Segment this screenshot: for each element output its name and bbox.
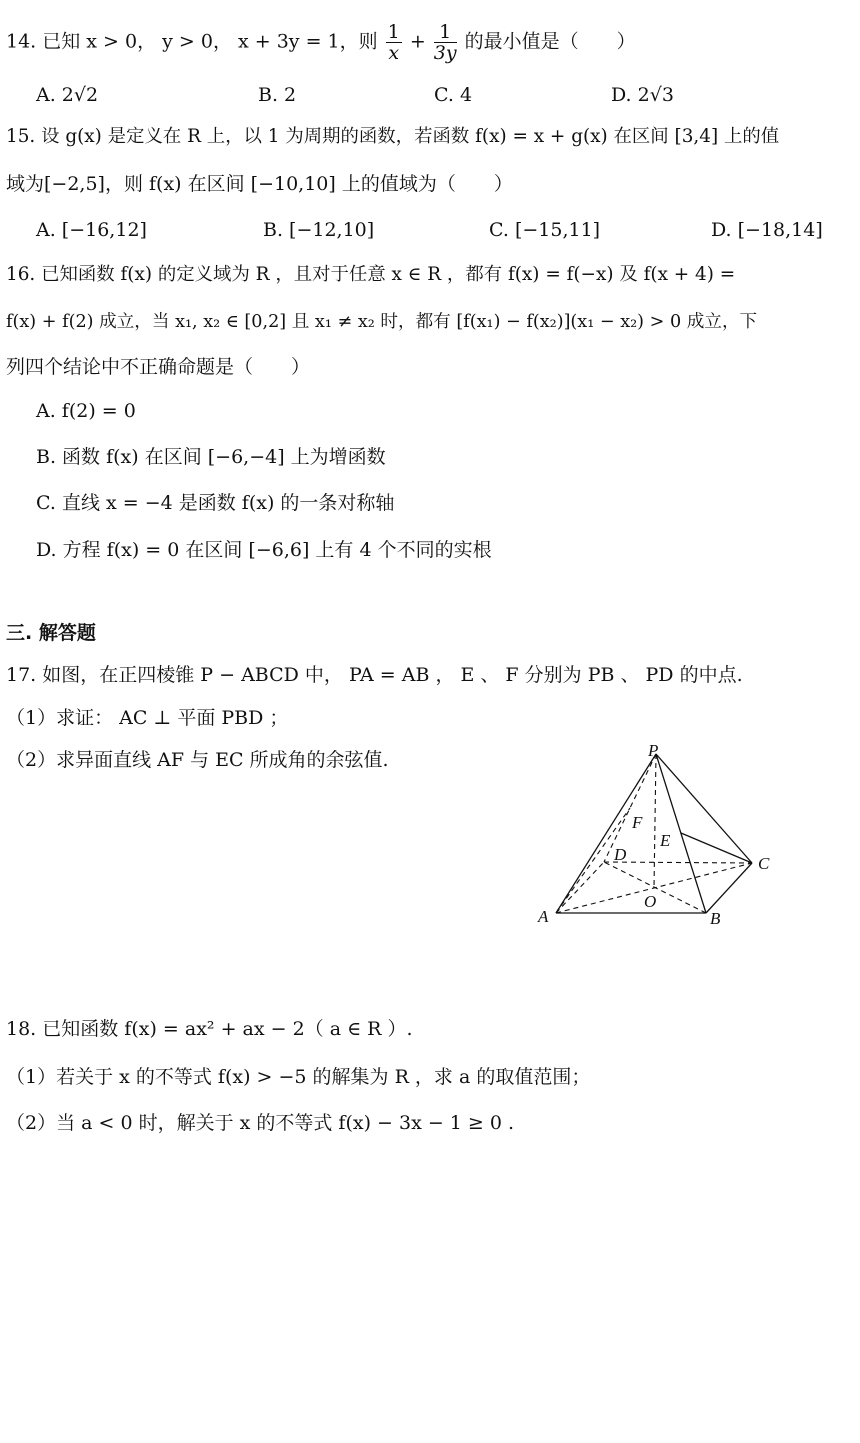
- segment-EC: [681, 833, 752, 863]
- q15-line-2: 域为[−2,5]，则 f(x) 在区间 [−10,10] 上的值域为（ ）: [6, 173, 513, 195]
- q16-option-a: A. f(2) = 0: [36, 400, 136, 422]
- edge-PC: [656, 754, 752, 863]
- pyramid-figure: [530, 738, 790, 938]
- q15-option-b: B. [−12,10]: [263, 219, 375, 241]
- q14-stem-a: 14. 已知 x > 0， y > 0， x + 3y = 1，则: [6, 30, 378, 53]
- q14-frac2-denominator: 3y: [433, 42, 457, 64]
- label-F: F: [632, 813, 643, 832]
- q17-part-2: （2）求异面直线 AF 与 EC 所成角的余弦值.: [6, 749, 389, 771]
- q16-option-b: B. 函数 f(x) 在区间 [−6,−4] 上为增函数: [36, 446, 386, 468]
- label-C: C: [758, 854, 770, 873]
- q17-line-1: 17. 如图，在正四棱锥 P − ABCD 中， PA = AB ， E 、 F 分别为 PB 、 PD 的中点.: [6, 664, 743, 686]
- label-A: A: [538, 907, 549, 926]
- q14-frac1-numerator: 1: [387, 21, 400, 43]
- section-heading: 三. 解答题: [6, 622, 96, 644]
- q16-line-1: 16. 已知函数 f(x) 的定义域为 R ，且对于任意 x ∈ R ，都有 f(x) = f(−x) 及 f(x + 4) =: [6, 264, 736, 285]
- q14-plus: +: [409, 30, 426, 53]
- q14-stem: [6, 22, 636, 63]
- q17-part-1: （1）求证： AC ⊥ 平面 PBD ；: [6, 707, 289, 729]
- label-D: D: [614, 845, 627, 864]
- edge-AD: [556, 862, 604, 913]
- q18-part-2: （2）当 a < 0 时，解关于 x 的不等式 f(x) − 3x − 1 ≥ 0 .: [6, 1112, 515, 1134]
- q15-option-a: A. [−16,12]: [36, 219, 147, 241]
- q16-line-3: 列四个结论中不正确命题是（ ）: [6, 356, 311, 378]
- q16-option-c: C. 直线 x = −4 是函数 f(x) 的一条对称轴: [36, 492, 395, 514]
- q14-stem-b: 的最小值是（ ）: [464, 30, 636, 53]
- q14-option-c: C. 4: [434, 84, 473, 106]
- q14-frac2-numerator: 1: [434, 22, 457, 43]
- q14-option-d: D. 2√3: [611, 84, 674, 106]
- q15-option-d: D. [−18,14]: [711, 219, 823, 241]
- q14-option-b: B. 2: [258, 84, 297, 106]
- label-O: O: [644, 892, 657, 911]
- q18-part-1: （1）若关于 x 的不等式 f(x) > −5 的解集为 R ，求 a 的取值范围；: [6, 1066, 591, 1088]
- q18-line-1: 18. 已知函数 f(x) = ax² + ax − 2（ a ∈ R ）.: [6, 1018, 413, 1040]
- label-E: E: [660, 831, 671, 850]
- edge-BC: [706, 863, 752, 913]
- label-P: P: [648, 741, 659, 760]
- q14-option-a: A. 2√2: [36, 84, 99, 106]
- q14-fraction-1: [386, 22, 402, 63]
- q14-frac1-denominator: x: [388, 42, 400, 64]
- q16-line-2: f(x) + f(2) 成立，当 x₁, x₂ ∈ [0,2] 且 x₁ ≠ x₂ 时，都有 [f(x₁) − f(x₂)](x₁ − x₂) > 0 成立，下: [6, 312, 758, 332]
- q15-option-c: C. [−15,11]: [489, 219, 601, 241]
- edge-PA: [556, 754, 656, 913]
- q16-option-d: D. 方程 f(x) = 0 在区间 [−6,6] 上有 4 个不同的实根: [36, 539, 492, 561]
- q14-fraction-2: [434, 22, 457, 63]
- segment-PO: [654, 754, 656, 888]
- label-B: B: [710, 909, 721, 928]
- q15-line-1: 15. 设 g(x) 是定义在 R 上，以 1 为周期的函数，若函数 f(x) = x + g(x) 在区间 [3,4] 上的值: [6, 126, 780, 147]
